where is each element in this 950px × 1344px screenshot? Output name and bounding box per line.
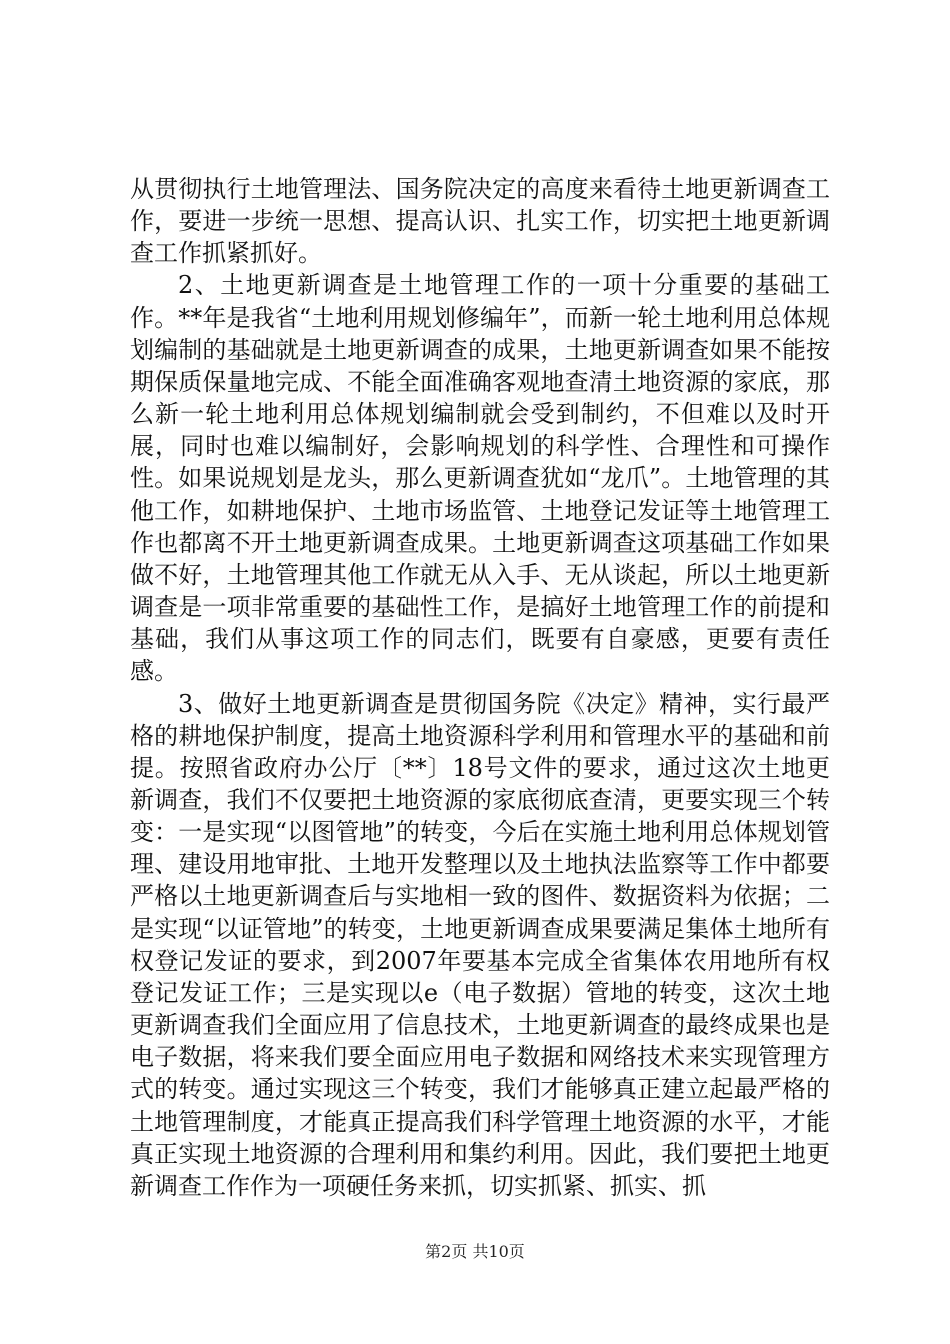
paragraph-item-2: 2、土地更新调查是土地管理工作的一项十分重要的基础工作。**年是我省“土地利用规划修编年”，而新一轮土地利用总体规划编制的基础就是土地更新调查的成果，土地更新调查如果不能按期保质保量地完成、不能全面准确客观地查清土地资源的家底，那么新一轮土地利用总体规划编制就会受到制约，不但难以及时开展，同时也难以编制好，会影响规划的科学性、合理性和可操作性。如果说规划是龙头，那么更新调查犹如“龙爪”。土地管理的其他工作，如耕地保护、土地市场监管、土地登记发证等土地管理工作也都离不开土地更新调查成果。土地更新调查这项基础工作如果做不好，土地管理其他工作就无从入手、无从谈起，所以土地更新调查是一项非常重要的基础性工作，是搞好土地管理工作的前提和基础，我们从事这项工作的同志们，既要有自豪感，更要有责任感。	[130, 271, 830, 686]
paragraph-continued: 从贯彻执行土地管理法、国务院决定的高度来看待土地更新调查工作，要进一步统一思想、提高认识、扎实工作，切实把土地更新调查工作抓紧抓好。	[130, 175, 830, 268]
document-body	[130, 173, 830, 1202]
page-footer: 第2页 共10页	[425, 1242, 525, 1261]
paragraph-item-3: 3、做好土地更新调查是贯彻国务院《决定》精神，实行最严格的耕地保护制度，提高土地资源科学利用和管理水平的基础和前提。按照省政府办公厅〔**〕18号文件的要求，通过这次土地更新调查，我们不仅要把土地资源的家底彻底查清，更要实现三个转变：一是实现“以图管地”的转变，今后在实施土地利用总体规划管理、建设用地审批、土地开发整理以及土地执法监察等工作中都要严格以土地更新调查后与实地相一致的图件、数据资料为依据；二是实现“以证管地”的转变，土地更新调查成果要满足集体土地所有权登记发证的要求，到2007年要基本完成全省集体农用地所有权登记发证工作；三是实现以e（电子数据）管地的转变，这次土地更新调查我们全面应用了信息技术，土地更新调查的最终成果也是电子数据，将来我们要全面应用电子数据和网络技术来实现管理方式的转变。通过实现这三个转变，我们才能够真正建立起最严格的土地管理制度，才能真正提高我们科学管理土地资源的水平，才能真正实现土地资源的合理利用和集约利用。因此，我们要把土地更新调查工作作为一项硬任务来抓，切实抓紧、抓实、抓	[130, 689, 830, 1200]
